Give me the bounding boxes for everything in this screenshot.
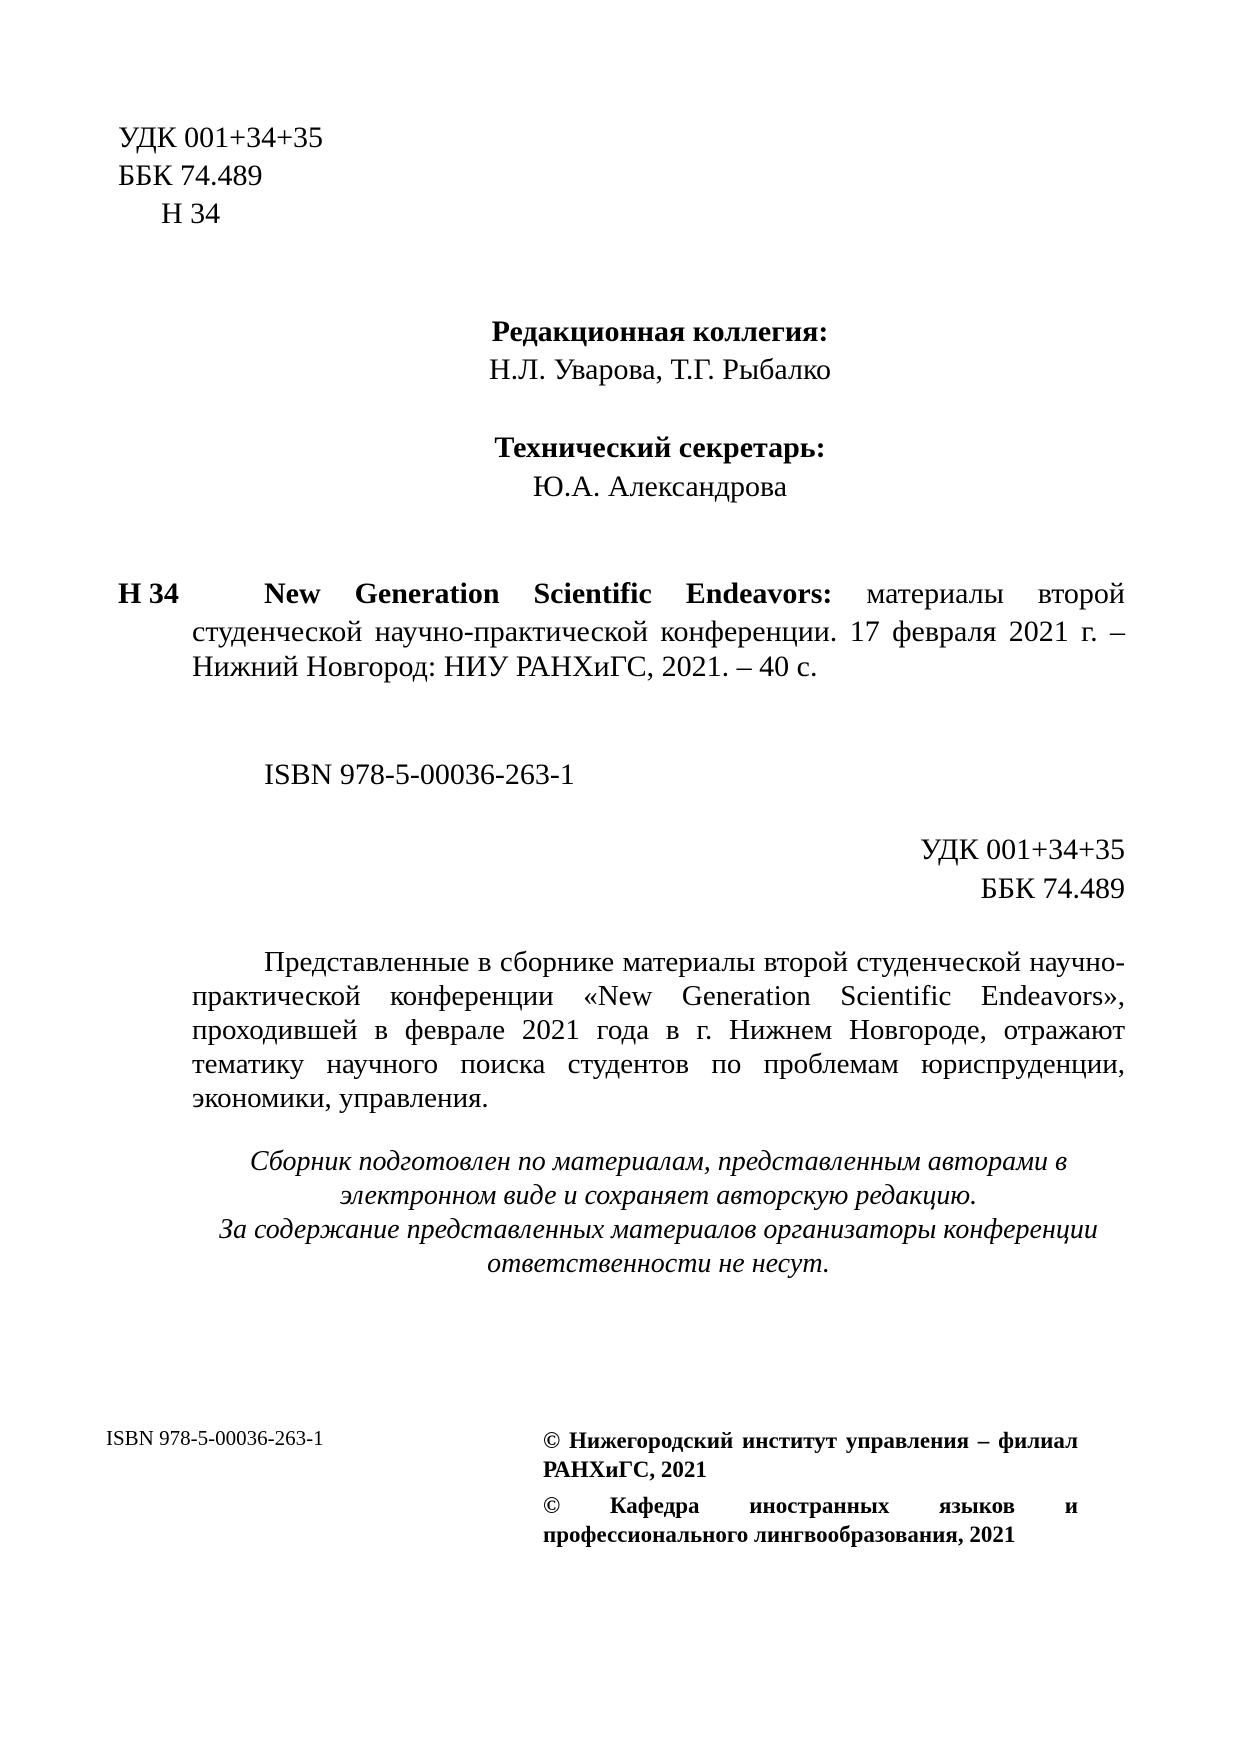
annotation-paragraph: Представленные в сборнике материалы второй студенческой научно-практической конференции «New Generation Scientific Endeavors», проходившей в феврале 2021 года в г. Нижнем Новгороде, отражают тематику научного поиска студентов по проблемам юриспруденции, экономики, управления.	[192, 946, 1125, 1114]
footer-isbn: ISBN 978-5-00036-263-1	[106, 1426, 324, 1450]
bibliography-line-3: Нижний Новгород: НИУ РАНХиГС, 2021. – 40 с.	[192, 650, 818, 683]
bibliography-line-2: студенческой научно-практической конференции. 17 февраля 2021 г. –	[192, 615, 1125, 648]
udk-code: УДК 001+34+35	[118, 121, 324, 154]
copyright-department: © Кафедра иностранных языков и профессионального лингвообразования, 2021	[543, 1493, 1078, 1547]
editorial-note-line-1: Сборник подготовлен по материалам, представленным авторами в	[249, 1146, 1068, 1177]
editorial-note-line-3: За содержание представленных материалов организаторы конференции	[219, 1214, 1098, 1245]
editorial-note-line-2: электронном виде и сохраняет авторскую редакцию.	[339, 1180, 978, 1211]
technical-secretary-title: Технический секретарь:	[494, 431, 826, 464]
editorial-board-names: Н.Л. Уварова, Т.Г. Рыбалко	[488, 353, 832, 386]
bbk-code: ББК 74.489	[118, 159, 263, 192]
editorial-note	[192, 1145, 1125, 1281]
editorial-note-line-4: ответственности не несут.	[487, 1248, 830, 1279]
copyright-institute: © Нижегородский институт управления – филиал РАНХиГС, 2021	[543, 1428, 1078, 1482]
bibliography-title: New Generation Scientific Endeavors:	[264, 577, 833, 610]
technical-secretary-name: Ю.А. Александрова	[532, 470, 788, 503]
isbn-number: ISBN 978-5-00036-263-1	[264, 758, 575, 791]
udk-code-right: УДК 001+34+35	[919, 833, 1125, 866]
editorial-board-title: Редакционная коллегия:	[491, 315, 829, 348]
bibliography-code: Н 34	[118, 577, 179, 610]
bibliography-line-1-rest: материалы второй	[866, 577, 1125, 610]
bibliography-line-1	[264, 575, 1125, 613]
bbk-code-right: ББК 74.489	[980, 872, 1125, 905]
author-code: Н 34	[161, 197, 221, 230]
